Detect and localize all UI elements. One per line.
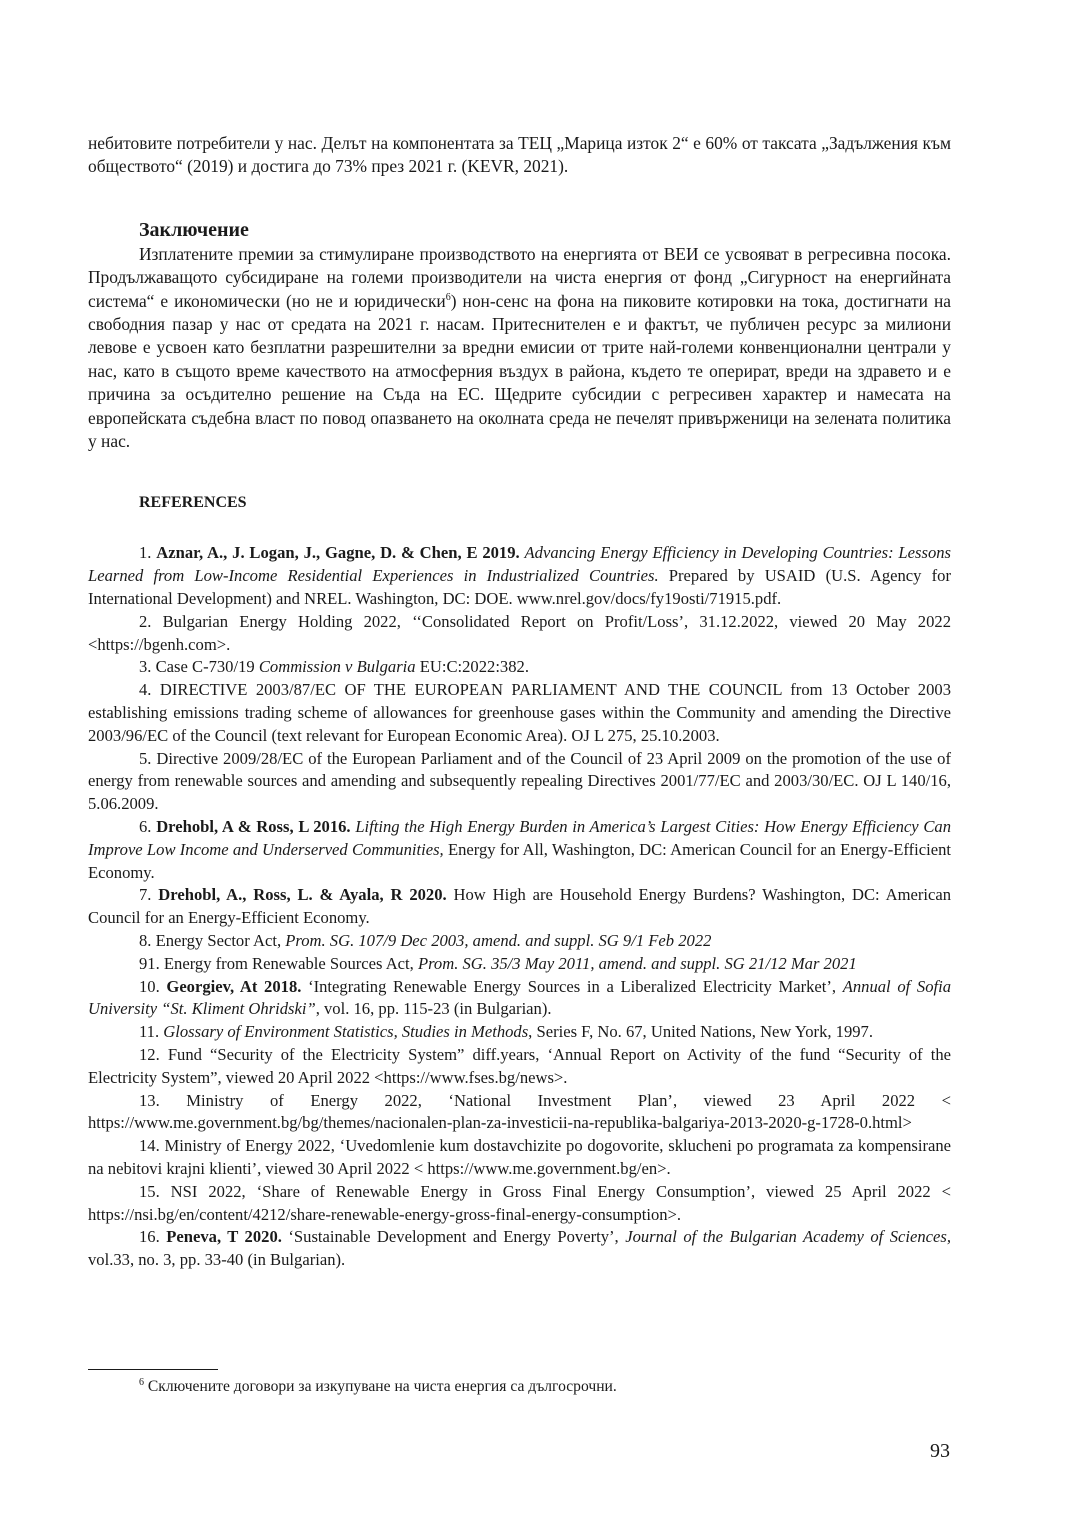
reference-text: How High are Household Energy Burdens? Washington, DC: American Council for an Energy-Efficient Economy. <box>88 885 952 928</box>
reference-text: 2. Bulgarian Energy Holding 2022, ‘‘Consolidated Report on Profit/Loss’, 31.12.2022, viewed 20 May 2022 <https://bgenh.com>. <box>88 611 951 654</box>
reference-item <box>88 611 951 657</box>
reference-item <box>88 1044 951 1090</box>
reference-item <box>88 1181 951 1227</box>
reference-title: Advancing Energy Efficiency in Developing Countries: Lessons Learned from Low-Income Residential Experiences in Industrialized Countries. <box>88 543 951 586</box>
footnote-number: 6 <box>139 1376 144 1388</box>
reference-authors: Aznar, A., J. Logan, J., Gagne, D. & Chen, E 2019. <box>156 543 520 563</box>
reference-item <box>88 656 951 679</box>
reference-text: 15. NSI 2022, ‘Share of Renewable Energy in Gross Final Energy Consumption’, viewed 25 April 2022 < https://nsi.bg/en/content/4212/share-renewable-energy-gross-final-energy-consumption>. <box>88 1181 951 1224</box>
reference-text: , vol. 16, pp. 115-23 (in Bulgarian). <box>315 999 552 1019</box>
conclusion-text-part2: ) нон-сенс на фона на пиковите котировки на тока, достигнати на свободния пазар у нас от средата на 2021 г. насам. Притеснителен е и фактът, че публичен ресурс за милиони левове е усвоен като безплатни разрешителни за вредни емисии от трите най-големи конвенционални централи у нас, като в същото време качеството на атмосферния въздух в района, където те оперират, вреди на здравето и е причина за осъдително решение на Съда на ЕС. Щедрите субсидии с регресивен характер и намесата на европейската съдебна власт по повод опазването на околната среда не печелят привърженици на зелената политика у нас. <box>88 290 951 452</box>
reference-title: Prom. SG. 107/9 Dec 2003, amend. and suppl. SG 9/1 Feb 2022 <box>285 931 712 951</box>
reference-item <box>88 679 951 747</box>
reference-text: 5. Directive 2009/28/EC of the European Parliament and of the Council of 23 April 2009 on the promotion of the use of energy from renewable sources and amending and subsequently repealing Directives 2001/77/EC and 2003/30/EC. OJ L 140/16, 5.06.2009. <box>88 748 951 814</box>
reference-text: Prepared by USAID (U.S. Agency for International Development) and NREL. Washington, DC: DOE. www.nrel.gov/docs/fy19osti/71915.pdf. <box>88 566 951 609</box>
conclusion-heading: Заключение <box>139 218 249 241</box>
reference-text: 1. <box>139 543 157 563</box>
references-heading: REFERENCES <box>139 494 247 512</box>
reference-text: 12. Fund “Security of the Electricity System” diff.years, ‘Annual Report on Activity of the fund “Security of the Electricity System”, viewed 20 April 2022 <https://www.fses.bg/news>. <box>88 1045 951 1087</box>
reference-item <box>88 816 951 884</box>
reference-text: , Series F, No. 67, United Nations, New York, 1997. <box>528 1022 874 1042</box>
reference-title: Journal of the Bulgarian Academy of Sciences, <box>625 1227 952 1247</box>
footnote-divider <box>88 1369 218 1370</box>
reference-authors: Drehobl, A., Ross, L. & Ayala, R 2020. <box>158 885 447 905</box>
reference-text: ‘Integrating Renewable Energy Sources in a Liberalized Electricity Market’, <box>301 976 843 996</box>
page-number: 93 <box>930 1440 950 1462</box>
reference-item <box>88 1226 951 1272</box>
reference-text: 10. <box>139 976 167 996</box>
references-list <box>88 542 951 1272</box>
footnote <box>139 1377 939 1397</box>
reference-item <box>88 1090 951 1136</box>
reference-item <box>88 884 951 930</box>
page-body <box>88 132 951 1272</box>
reference-item <box>88 542 951 610</box>
reference-text: 14. Ministry of Energy 2022, ‘Uvedomlenie kum dostavchizite po dogovorite, sklucheni po programata za kompensirane na nebitovi krajni klienti’, viewed 30 April 2022 < https://www.me.government.bg/en>. <box>88 1136 951 1178</box>
intro-paragraph: небитовите потребители у нас. Делът на компонентата за ТЕЦ „Марица изток 2“ е 60% от таксата „Задължения към обществото“ (2019) и достига до 73% през 2021 г. (KEVR, 2021). <box>88 133 951 177</box>
reference-text: 7. <box>139 885 159 905</box>
reference-title: Glossary of Environment Statistics, Studies in Methods <box>163 1022 529 1042</box>
reference-text: Energy for All, Washington, DC: American Council for an Energy-Efficient Economy. <box>88 839 951 882</box>
reference-text: 16. <box>139 1227 167 1247</box>
reference-item <box>88 976 951 1022</box>
reference-text: ‘Sustainable Development and Energy Poverty’, <box>281 1227 626 1247</box>
reference-text: EU:C:2022:382. <box>415 657 529 677</box>
reference-authors: Georgiev, At 2018. <box>166 976 302 996</box>
footnote-reference[interactable]: 6 <box>445 291 451 303</box>
reference-text: vol.33, no. 3, pp. 33-40 (in Bulgarian). <box>88 1250 346 1270</box>
reference-title: Annual of Sofia University “St. Kliment Ohridski” <box>88 976 952 1019</box>
footnote-text: Сключените договори за изкупуване на чиста енергия са дългосрочни. <box>144 1378 617 1395</box>
reference-authors: Peneva, T 2020. <box>166 1227 282 1247</box>
reference-item <box>88 748 951 816</box>
reference-text: 91. Energy from Renewable Sources Act, <box>139 953 418 973</box>
reference-text: 11. <box>139 1022 164 1042</box>
reference-text: 4. DIRECTIVE 2003/87/EC OF THE EUROPEAN PARLIAMENT AND THE COUNCIL from 13 October 2003 establishing emissions trading scheme of allowances for greenhouse gases within the Community and amending the Directive 2003/96/EC of the Council (text relevant for European Economic Area). OJ L 275, 25.10.2003. <box>88 680 951 745</box>
reference-title: Prom. SG. 35/3 May 2011, amend. and suppl. SG 21/12 Mar 2021 <box>417 953 857 973</box>
reference-text: 3. Case C-730/19 <box>139 657 259 677</box>
reference-text: 13. Ministry of Energy 2022, ‘National Investment Plan’, viewed 23 April 2022 < https://www.me.government.bg/bg/themes/nacionalen-plan-za-investicii-na-republika-balgariya-2013-2020-g-1728-0.html> <box>88 1090 951 1133</box>
reference-title: Lifting the High Energy Burden in America’s Largest Cities: How Energy Efficiency Can Improve Low Income and Underserved Communities, <box>88 817 951 859</box>
reference-item <box>88 1135 951 1181</box>
reference-text: 8. Energy Sector Act, <box>139 931 286 951</box>
reference-title: Commission v Bulgaria <box>258 657 416 677</box>
reference-item <box>88 953 951 976</box>
conclusion-text-part1: Изплатените премии за стимулиране производството на енергията от ВЕИ се усвояват в регресивна посока. Продължаващото субсидиране на големи производители на чиста енергия от фонд „Сигурност на енергийната система“ е икономически (но не и юридически <box>88 243 951 311</box>
reference-text: 6. <box>139 817 157 837</box>
conclusion-paragraph <box>88 243 951 454</box>
reference-item <box>88 1021 951 1044</box>
reference-item <box>88 930 951 953</box>
reference-authors: Drehobl, A & Ross, L 2016. <box>156 817 351 837</box>
